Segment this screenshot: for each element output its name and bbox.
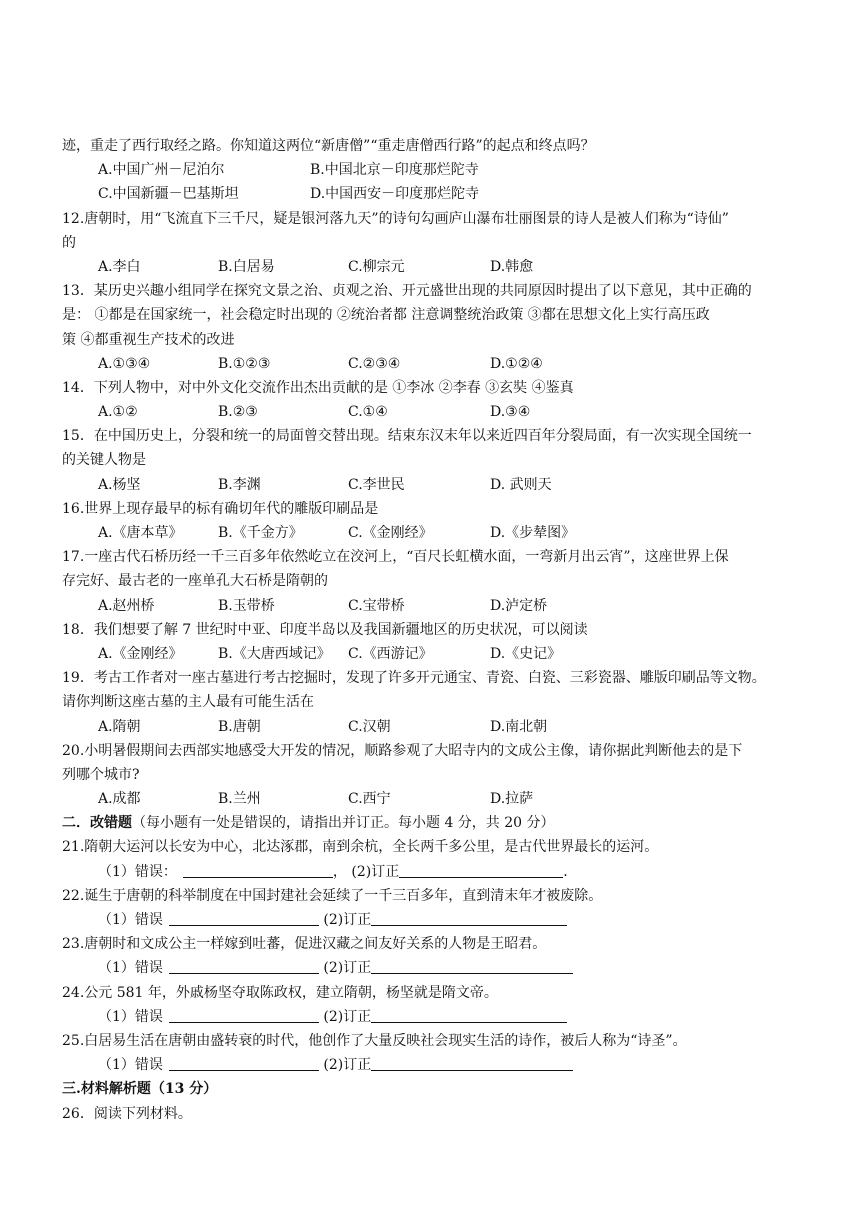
- option-item[interactable]: B.玉带桥: [218, 597, 275, 614]
- text-line: 的: [62, 234, 76, 251]
- answer-line: [62, 1053, 802, 1077]
- option-item[interactable]: A.①③④: [98, 355, 151, 372]
- option-item[interactable]: D.《步辇图》: [490, 525, 576, 541]
- error-label: （1）错误: [98, 1057, 163, 1074]
- option-row: [62, 473, 802, 497]
- text-line: 20.小明暑假期间去西部实地感受大开发的情况，顺路参观了大昭寺内的文成公主像，请你据此判断他去的是下: [62, 742, 743, 759]
- option-item[interactable]: B.唐朝: [218, 718, 261, 735]
- option-item[interactable]: A.李白: [98, 258, 141, 275]
- error-label: （1）错误: [98, 1008, 163, 1025]
- text-line: 15．在中国历史上，分裂和统一的局面曾交替出现。结束东汉末年以来近四百年分裂局面，有一次实现全国统一: [62, 428, 752, 445]
- exam-page: [62, 134, 802, 1126]
- option-item[interactable]: D.韩愈: [490, 258, 534, 275]
- option-item[interactable]: A.①②: [98, 404, 138, 421]
- error-label: （1）错误: [98, 912, 163, 928]
- option-item[interactable]: D.③④: [490, 404, 531, 421]
- option-item[interactable]: B.①②③: [218, 355, 271, 372]
- option-row: [62, 642, 802, 666]
- option-item[interactable]: C.《金刚经》: [348, 525, 433, 541]
- correction-answer-input[interactable]: [371, 957, 573, 974]
- text-line: 请你判断这座古墓的主人最有可能生活在: [62, 694, 314, 711]
- text-line: 策 ④都重视生产技术的改进: [62, 331, 235, 348]
- text-line: 的关键人物是: [62, 452, 146, 469]
- option-item[interactable]: A.杨坚: [98, 476, 141, 493]
- text-line: 是： ①都是在国家统一，社会稳定时出现的 ②统治者都 注意调整统治政策 ③都在思想文化上实行高压政: [62, 307, 710, 324]
- option-item[interactable]: B.中国北京－印度那烂陀寺: [310, 162, 479, 179]
- correction-label: ， (2)订正: [332, 863, 400, 880]
- correction-label: (2)订正: [318, 1057, 372, 1074]
- correction-answer-input[interactable]: [371, 909, 567, 926]
- error-answer-input[interactable]: [169, 909, 319, 926]
- option-item[interactable]: A.《金刚经》: [98, 645, 183, 662]
- option-item[interactable]: D.泸定桥: [490, 597, 548, 614]
- section-title: 二．改错题: [62, 815, 132, 832]
- correction-answer-input[interactable]: [371, 1054, 573, 1071]
- text-line: 17.一座古代石桥历经一千三百多年依然屹立在洨河上，“百尺长虹横水面，一弯新月出云宵”，这座世界上保: [62, 549, 729, 566]
- error-answer-input[interactable]: [183, 861, 333, 878]
- section-heading: [62, 811, 802, 835]
- option-item[interactable]: C.汉朝: [348, 718, 391, 735]
- text-line: 24.公元 581 年，外戚杨坚夺取陈政权，建立隋朝，杨坚就是隋文帝。: [62, 984, 498, 1001]
- option-item[interactable]: A.赵州桥: [98, 597, 155, 614]
- correction-answer-input[interactable]: [371, 1006, 567, 1023]
- correction-label: (2)订正: [318, 1008, 372, 1025]
- answer-line: [62, 908, 802, 932]
- option-item[interactable]: C.①④: [348, 404, 388, 421]
- error-answer-input[interactable]: [169, 1006, 319, 1023]
- option-row: [62, 352, 802, 376]
- text-line: 存完好、最古老的一座单孔大石桥是隋朝的: [62, 573, 328, 590]
- text-line: 22.诞生于唐朝的科举制度在中国封建社会延续了一千三百多年，直到清末年才被废除。: [62, 887, 603, 904]
- option-item[interactable]: B.《大唐西域记》: [218, 645, 331, 662]
- option-item[interactable]: A.《唐本草》: [98, 525, 183, 541]
- option-item[interactable]: C.李世民: [348, 476, 405, 493]
- option-item[interactable]: A.成都: [98, 791, 141, 808]
- option-item[interactable]: C.宝带桥: [348, 597, 405, 614]
- section-title: 三.材料解析题（13 分）: [62, 1081, 218, 1098]
- option-item[interactable]: A.中国广州－尼泊尔: [98, 162, 225, 179]
- answer-line: [62, 860, 802, 884]
- option-item[interactable]: B.②③: [218, 404, 258, 421]
- answer-line: [62, 1005, 802, 1029]
- text-line: 列哪个城市?: [62, 766, 140, 783]
- text-line: 19．考古工作者对一座古墓进行考古挖掘时，发现了许多开元通宝、青瓷、白瓷、三彩瓷器、雕版印刷品等文物。: [62, 670, 766, 687]
- option-item[interactable]: C.中国新疆－巴基斯坦: [98, 186, 239, 203]
- text-line: 18．我们想要了解 7 世纪时中亚、印度半岛以及我国新疆地区的历史状况，可以阅读: [62, 621, 588, 638]
- option-item[interactable]: B.白居易: [218, 258, 275, 275]
- option-row: [62, 400, 802, 424]
- text-line: 21.隋朝大运河以长安为中心，北达涿郡，南到余杭，全长两千多公里，是古代世界最长的运河。: [62, 839, 659, 856]
- option-item[interactable]: D. 武则天: [490, 476, 552, 493]
- text-line: 25.白居易生活在唐朝由盛转衰的时代，他创作了大量反映社会现实生活的诗作，被后人称为“诗圣”。: [62, 1032, 687, 1049]
- text-line: 26．阅读下列材料。: [62, 1105, 192, 1122]
- option-item[interactable]: B.《千金方》: [218, 525, 303, 541]
- section-instructions: （每小题有一处是错误的，请指出并订正。每小题 4 分，共 20 分）: [132, 815, 555, 832]
- option-row: [62, 255, 802, 279]
- option-item[interactable]: C.②③④: [348, 355, 401, 372]
- correction-label: (2)订正: [318, 960, 372, 977]
- correction-label: (2)订正: [318, 912, 372, 928]
- text-line: 14．下列人物中，对中外文化交流作出杰出贡献的是 ①李冰 ②李春 ③玄奘 ④鉴真: [62, 379, 574, 396]
- option-row: [62, 594, 802, 618]
- option-row: [62, 182, 802, 206]
- option-item[interactable]: B.李渊: [218, 476, 261, 493]
- option-row: [62, 158, 802, 182]
- option-item[interactable]: D.中国西安－印度那烂陀寺: [310, 186, 480, 203]
- option-row: [62, 715, 802, 739]
- text-line: 13．某历史兴趣小组同学在探究文景之治、贞观之治、开元盛世出现的共同原因时提出了以下意见，其中正确的: [62, 283, 752, 300]
- option-item[interactable]: D.《史记》: [490, 645, 562, 662]
- section-heading: [62, 1077, 802, 1101]
- error-label: （1）错误: [98, 960, 163, 977]
- text-line: 16.世界上现存最早的标有确切年代的雕版印刷品是: [62, 500, 379, 517]
- option-item[interactable]: C.《西游记》: [348, 645, 433, 662]
- error-answer-input[interactable]: [169, 1054, 319, 1071]
- answer-line: [62, 956, 802, 980]
- option-item[interactable]: C.西宁: [348, 791, 391, 808]
- option-item[interactable]: B.兰州: [218, 791, 261, 808]
- correction-answer-input[interactable]: [399, 861, 563, 878]
- text-line: 23.唐朝时和文成公主一样嫁到吐蕃，促进汉藏之间友好关系的人物是王昭君。: [62, 936, 547, 953]
- error-answer-input[interactable]: [169, 957, 319, 974]
- option-item[interactable]: C.柳宗元: [348, 258, 405, 275]
- option-row: [62, 521, 802, 545]
- text-line: 迹，重走了西行取经之路。你知道这两位“新唐僧”“重走唐僧西行路”的起点和终点吗？: [62, 138, 595, 154]
- option-row: [62, 787, 802, 811]
- option-item[interactable]: D.①②④: [490, 355, 543, 372]
- error-label: （1）错误：: [98, 863, 177, 880]
- option-item[interactable]: D.拉萨: [490, 791, 534, 808]
- option-item[interactable]: A.隋朝: [98, 718, 141, 735]
- option-item[interactable]: D.南北朝: [490, 718, 548, 735]
- text-line: 12.唐朝时，用“飞流直下三千尺，疑是银河落九天”的诗句勾画庐山瀑布壮丽图景的诗人是被人们称为“诗仙”: [62, 210, 729, 227]
- line-end-punctuation: .: [563, 863, 568, 880]
